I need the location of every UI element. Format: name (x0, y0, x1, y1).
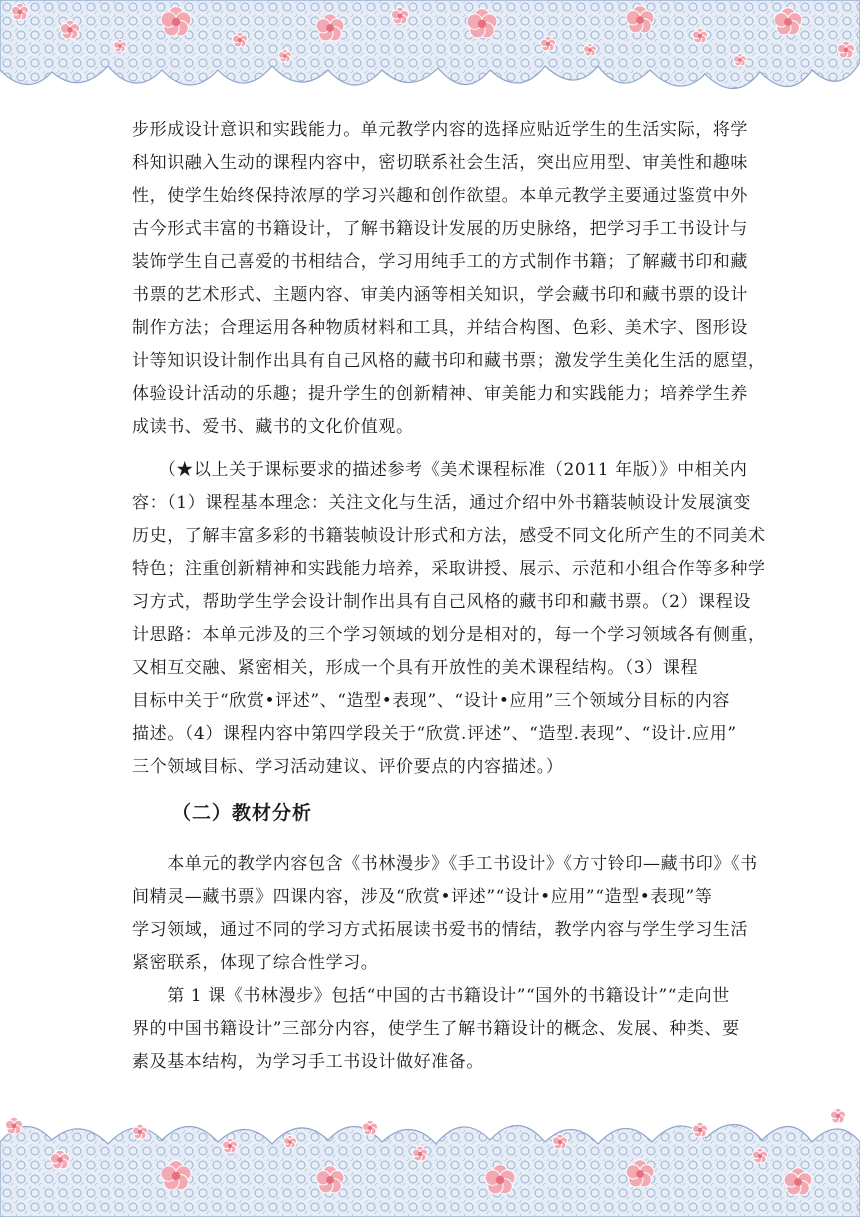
text-line: 素及基本结构，为学习手工书设计做好准备。 (132, 1052, 484, 1072)
paragraph-4 (132, 980, 746, 1079)
text-line: 界的中国书籍设计”三部分内容，使学生了解书籍设计的概念、发展、种类、要 (132, 1019, 740, 1039)
text-line: 计等知识设计制作出具有自己风格的藏书印和藏书票；激发学生美化生活的愿望， (132, 351, 766, 371)
text-line: 体验设计活动的乐趣；提升学生的创新精神、审美能力和实践能力；培养学生养 (132, 384, 748, 404)
text-line: 又相互交融、紧密相关，形成一个具有开放性的美术课程结构。（3）课程 (132, 658, 699, 678)
text-line: 习方式，帮助学生学会设计制作出具有自己风格的藏书印和藏书票。（2）课程设 (132, 592, 751, 612)
text-line: 本单元的教学内容包含《书林漫步》《手工书设计》《方寸铃印—藏书印》《书 (132, 854, 758, 874)
text-line: 装饰学生自己喜爱的书相结合，学习用纯手工的方式制作书籍；了解藏书印和藏 (132, 252, 748, 272)
pink-flower-icon (362, 1120, 377, 1135)
text-line: 成读书、爱书、藏书的文化价值观。 (132, 417, 414, 437)
text-line: （★以上关于课标要求的描述参考《美术课程标准（2011 年版）》中相关内 (132, 460, 748, 480)
text-line: 特色；注重创新精神和实践能力培养，采取讲授、展示、示范和小组合作等多种学 (132, 559, 766, 579)
text-line: 三个领域目标、学习活动建议、评价要点的内容描述。） (132, 757, 564, 777)
text-line: 容：（1）课程基本理念：关注文化与生活，通过介绍中外书籍装帧设计发展演变 (132, 493, 751, 513)
bottom-floral-border (0, 1102, 860, 1217)
pink-flower-icon (830, 1108, 845, 1123)
text-line: 科知识融入生动的课程内容中，密切联系社会生活，突出应用型、审美性和趣味 (132, 153, 748, 173)
text-line: 制作方法；合理运用各种物质材料和工具，并结合构图、色彩、美术字、图形设 (132, 318, 748, 338)
text-line: 步形成设计意识和实践能力。单元教学内容的选择应贴近学生的生活实际，将学 (132, 120, 748, 140)
text-line: 目标中关于“欣赏•评述”、“造型•表现”、“设计•应用”三个领域分目标的内容 (132, 691, 731, 711)
floral-lace-decoration (0, 0, 860, 110)
pink-flower-icon (692, 1122, 707, 1137)
section-heading: （二）教材分析 (172, 802, 313, 824)
text-line: 第 1 课《书林漫步》包括“中国的古书籍设计”“国外的书籍设计”“走向世 (132, 986, 730, 1006)
text-line: 学习领域，通过不同的学习方式拓展读书爱书的情结，教学内容与学生学习生活 (132, 920, 748, 940)
text-line: 历史，了解丰富多彩的书籍装帧设计形式和方法，感受不同文化所产生的不同美术 (132, 526, 766, 546)
paragraph-1 (132, 114, 766, 444)
text-line: 描述。（4）课程内容中第四学段关于“欣赏.评述”、“造型.表现”、“设计.应用” (132, 724, 737, 744)
floral-lace-decoration (0, 1102, 860, 1217)
top-floral-border (0, 0, 860, 110)
text-line: 间精灵—藏书票》四课内容，涉及“欣赏•评述”“设计•应用”“造型•表现”等 (132, 887, 713, 907)
text-line: 计思路：本单元涉及的三个学习领域的划分是相对的，每一个学习领域各有侧重， (132, 625, 766, 645)
pink-flower-icon (5, 1117, 22, 1134)
pink-flower-icon (132, 1124, 147, 1139)
text-line: 书票的艺术形式、主题内容、审美内涵等相关知识，学会藏书印和藏书票的设计 (132, 285, 748, 305)
paragraph-2 (132, 454, 766, 784)
text-line: 古今形式丰富的书籍设计，了解书籍设计发展的历史脉络，把学习手工书设计与 (132, 219, 748, 239)
paragraph-3 (132, 848, 758, 980)
text-line: 紧密联系，体现了综合性学习。 (132, 953, 379, 973)
text-line: 性，使学生始终保持浓厚的学习兴趣和创作欲望。本单元教学主要通过鉴赏中外 (132, 186, 748, 206)
